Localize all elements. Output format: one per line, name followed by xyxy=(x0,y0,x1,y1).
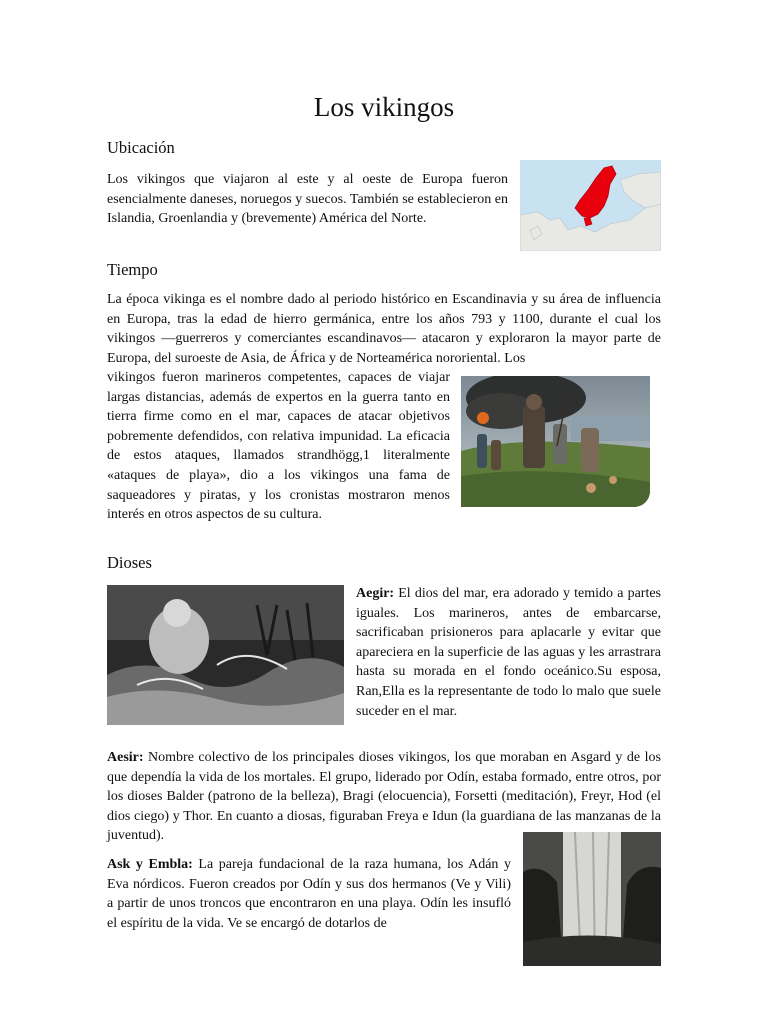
paragraph-ubicacion: Los vikingos que viajaron al este y al oeste de Europa fueron esencialmente daneses, noruegos y suecos. También se establecieron en Islandia, Groenlandia y (brevemente) América del Norte. xyxy=(107,172,508,227)
viking-raid-illustration xyxy=(461,376,650,507)
ask-embla-name: Ask y Embla: xyxy=(107,857,193,872)
aesir-text: Nombre colectivo de los principales dioses vikingos, los que moraban en Asgard y de los que dependía la vida de los mortales. El grupo, liderado por Odín, estaba formado, entre otros, por los dioses Balder (patrono de la belleza), Bragi (elocuencia), Forsetti (meditación), Freyr, Hod (el dios ciego) y Thor. En cuanto a diosas, figuraban Freya e Idun (la guardiana de las manzanas de la juventud). xyxy=(107,750,661,844)
aegir-name: Aegir: xyxy=(356,586,395,601)
aegir-engraving-image xyxy=(107,585,344,725)
paragraph-tiempo-wrap: vikingos fueron marineros competentes, capaces de viajar largas distancias, además de expertos en la guerra tanto en tierra firme como en el mar, capaces de atacar objetivos pobremente defendidos, con relativa impunidad. La eficacia de estos ataques, llamados strandhögg,1 literalmente «ataques de playa», dio a los vikingos una fama de saqueadores y piratas, y los cronistas mostraron menos interés en otros aspectos de su cultura. xyxy=(107,370,450,523)
ask-embla-engraving-image xyxy=(523,832,661,966)
page-title: Los vikingos xyxy=(313,92,455,122)
paragraph-aegir xyxy=(356,584,661,721)
paragraph-tiempo-full: La época vikinga es el nombre dado al periodo histórico en Escandinavia y su área de influencia en Europa, tras la edad de hierro germánica, entre los años 793 y 1100, durante el cual los vikingos —guerreros y comerciantes escandinavos— atacaron y exploraron la mayor parte de Europa, del suroeste de Asia, de África y de Norteamérica nororiental. Los xyxy=(107,292,661,366)
aegir-illustration xyxy=(107,585,344,725)
aesir-name: Aesir: xyxy=(107,750,144,765)
heading-ubicacion: Ubicación xyxy=(107,138,175,157)
ask-embla-illustration xyxy=(523,832,661,966)
map-illustration xyxy=(520,160,661,251)
scandinavia-map-image xyxy=(520,160,661,251)
paragraph-ask-embla xyxy=(107,855,511,933)
ask-embla-text: La pareja fundacional de la raza humana, los Adán y Eva nórdicos. Fueron creados por Odín y sus dos hermanos (Ve y Vili) a partir de unos troncos que encontraron en una playa. Odín les insufló el espíritu de la vida. Ve se encargó de dotarlos de xyxy=(107,857,511,931)
aegir-text: El dios del mar, era adorado y temido a partes iguales. Los marineros, antes de embarcarse, sacrificaban prisioneros para aplacarle y evitar que apareciera en la superficie de las aguas y les arrastrara hasta su morada en el fondo oceánico.Su esposa, Ran,Ella es la representante de todo lo malo que suele suceder en el mar. xyxy=(356,586,661,719)
viking-raid-image xyxy=(461,376,650,507)
heading-tiempo: Tiempo xyxy=(107,260,158,279)
heading-dioses: Dioses xyxy=(107,553,152,572)
